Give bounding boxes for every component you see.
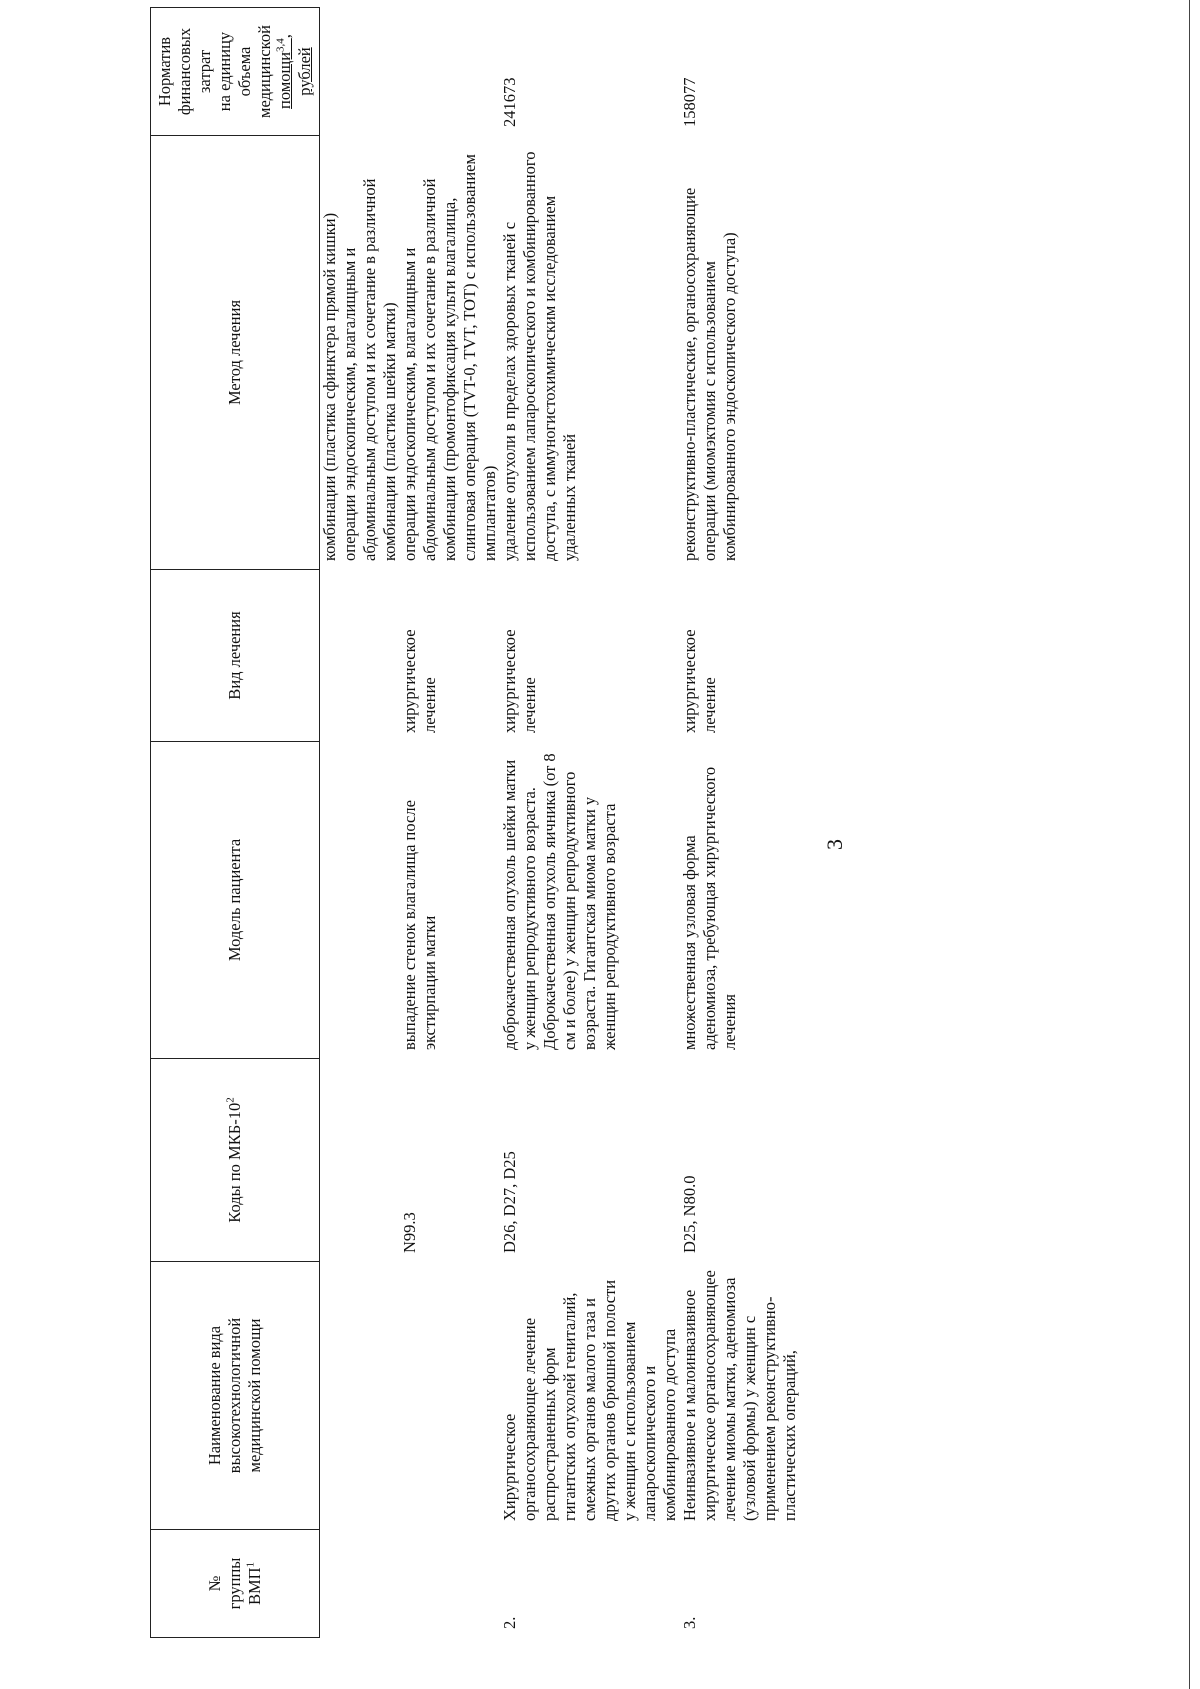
header-cost-norm bbox=[151, 8, 320, 136]
header-vmp-name-line1: Наименование вида bbox=[205, 1325, 224, 1466]
header-group-no-line3: ВМП bbox=[245, 1567, 264, 1606]
cell-patient-model: множественная узловая форма аденомиоза, требующая хирургического лечения bbox=[680, 766, 739, 1050]
table-row bbox=[500, 8, 680, 1638]
header-vmp-name bbox=[151, 1262, 320, 1530]
header-patient-model: Модель пациента bbox=[151, 742, 320, 1059]
vmp-table bbox=[150, 7, 800, 1638]
header-cost-norm-sup: 3,4 bbox=[274, 38, 287, 52]
header-icd-codes-text: Коды по МКБ-10 bbox=[225, 1102, 244, 1223]
cell-vmp-name bbox=[400, 1262, 500, 1530]
header-group-no bbox=[151, 1530, 320, 1638]
cell-cost-norm bbox=[320, 8, 401, 136]
header-cost-norm-line5-text: помощи bbox=[275, 51, 294, 109]
page-number: 3 bbox=[822, 839, 847, 850]
cell-group-no bbox=[320, 1530, 401, 1638]
header-cost-norm-line2: финансовых затрат bbox=[175, 27, 214, 116]
cell-vmp-name: Хирургическое органосохраняющее лечение распространенных форм гигантских опухолей гениталий, смежных органов малого таза и других органов брюшной полости у женщин с использованием лапароскопического и комбинированного доступа bbox=[500, 1279, 679, 1521]
header-vmp-name-line3: медицинской помощи bbox=[245, 1318, 264, 1473]
header-cost-norm-line4: медицинской bbox=[255, 25, 274, 118]
header-icd-codes-sup: 2 bbox=[224, 1097, 237, 1103]
cell-treatment-method: реконструктивно-пластические, органосохраняющие операции (миомэктомия с использованием комбинированного эндоскопического доступа) bbox=[680, 187, 739, 561]
cell-treatment-type: хирургическое лечение bbox=[680, 629, 719, 733]
cell-treatment-type bbox=[320, 570, 401, 742]
cell-patient-model: доброкачественная опухоль шейки матки у женщин репродуктивного возраста. Доброкачественная опухоль яичника (от 8 см и более) у женщин репродуктивного возраста. Гигантская миома матки у женщин репродуктивного возраста bbox=[500, 753, 619, 1050]
cell-vmp-name bbox=[320, 1262, 401, 1530]
cell-treatment-method: комбинации (пластика сфинктера прямой кишки) операции эндоскопическим, влагалищным и абдоминальным доступом и их сочетание в различной комбинации (пластика шейки матки) bbox=[320, 178, 399, 561]
table-row bbox=[400, 8, 500, 1638]
cell-treatment-type: хирургическое лечение bbox=[500, 629, 539, 733]
cell-icd-codes: D26, D27, D25 bbox=[500, 1151, 519, 1253]
cell-cost-norm: 158077 bbox=[680, 77, 699, 127]
table-row bbox=[320, 8, 401, 1638]
cell-treatment-type: хирургическое лечение bbox=[400, 629, 439, 733]
cell-vmp-name: Неинвазивное и малоинвазивное хирургическое органосохраняющее лечение миомы матки, аденомиоза (узловой формы) у женщин с применением реконструктивно-пластических операций, bbox=[680, 1270, 799, 1521]
cell-icd-codes bbox=[320, 1059, 401, 1262]
header-cost-norm-line5-tail: , рублей bbox=[275, 34, 314, 96]
table-header-row bbox=[151, 8, 320, 1638]
cell-icd-codes: D25, N80.0 bbox=[680, 1175, 699, 1253]
header-group-no-sup: 1 bbox=[244, 1561, 257, 1568]
cell-cost-norm bbox=[400, 8, 500, 136]
cell-treatment-method: операции эндоскопическим, влагалищным и абдоминальным доступом и их сочетание в различной комбинации (промонтофиксация культи влагалища, слинговая операция (TVT-0, TVT, TOT) с использованием имплантатов) bbox=[400, 154, 499, 561]
table-row bbox=[680, 8, 800, 1638]
header-icd-codes bbox=[151, 1059, 320, 1262]
header-cost-norm-line3: на единицу объема bbox=[215, 31, 254, 112]
cell-patient-model bbox=[320, 742, 401, 1059]
header-group-no-line2: группы bbox=[225, 1557, 244, 1610]
header-group-no-line1: № bbox=[205, 1575, 224, 1592]
header-treatment-type: Вид лечения bbox=[151, 570, 320, 742]
header-vmp-name-line2: высокотехнологичной bbox=[225, 1317, 244, 1474]
header-cost-norm-line1: Норматив bbox=[155, 36, 174, 107]
cell-icd-codes: N99.3 bbox=[400, 1212, 419, 1253]
page-number-wrap bbox=[822, 0, 852, 1689]
header-treatment-method: Метод лечения bbox=[151, 136, 320, 570]
cell-patient-model: выпадение стенок влагалища после экстирпации матки bbox=[400, 800, 439, 1050]
cell-treatment-method: удаление опухоли в пределах здоровых тканей с использованием лапароскопического и комбинированного доступа, с иммуногистохимическим исследованием удаленных тканей bbox=[500, 151, 579, 561]
header-cost-norm-line5 bbox=[275, 34, 314, 109]
cell-group-no: 2. bbox=[500, 1616, 519, 1629]
cell-group-no bbox=[400, 1530, 500, 1638]
cell-cost-norm: 241673 bbox=[500, 77, 519, 127]
cell-group-no: 3. bbox=[680, 1616, 699, 1629]
page-edge-rule bbox=[1189, 0, 1190, 1689]
